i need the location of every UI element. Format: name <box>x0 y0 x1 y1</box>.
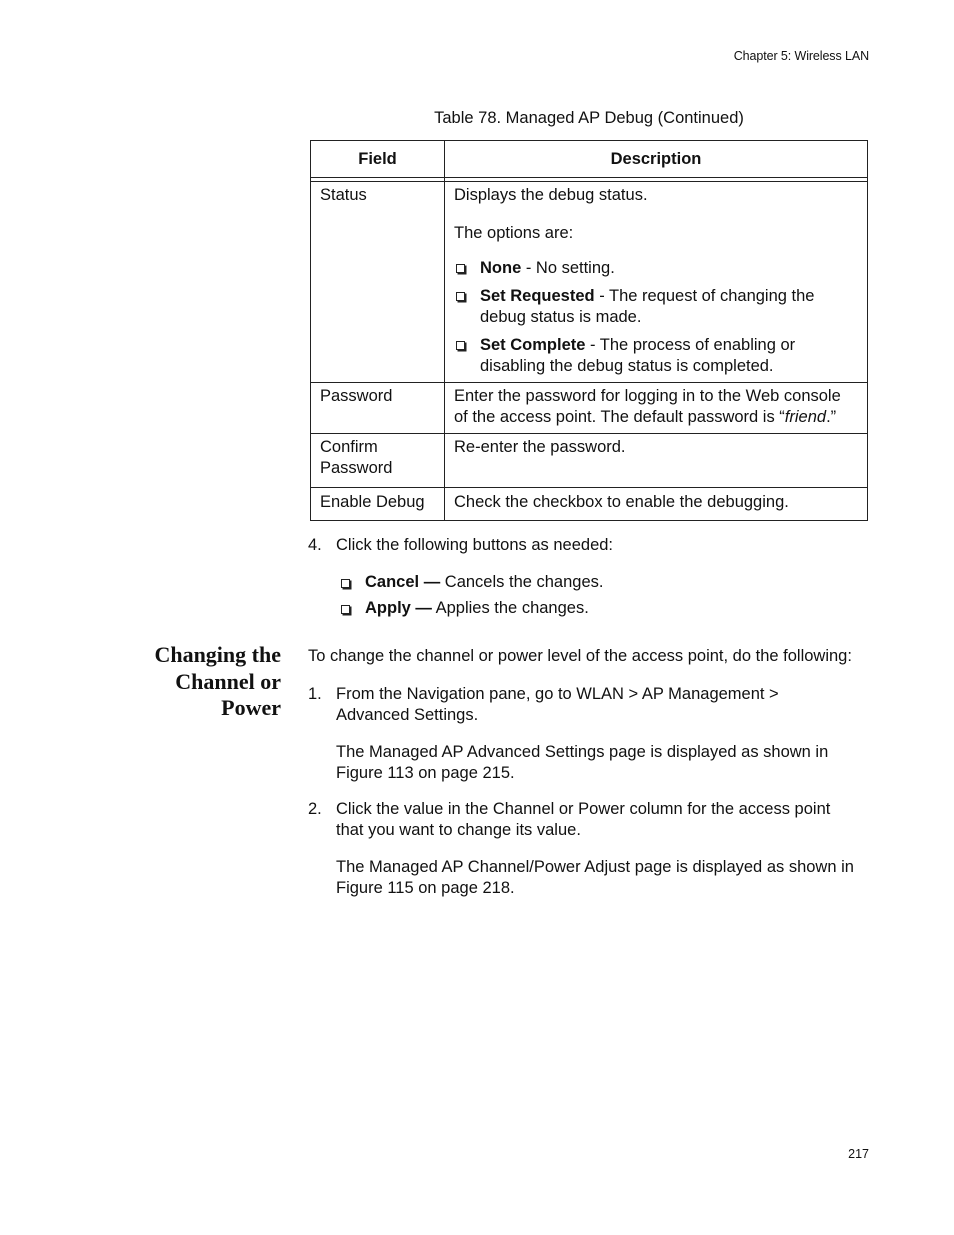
button-desc: Cancels the changes. <box>440 573 604 591</box>
button-term: Cancel — <box>365 573 441 591</box>
step-note: The Managed AP Advanced Settings page is displayed as shown in Figure 113 on page 215. <box>336 743 829 782</box>
description-cell: Re-enter the password. <box>445 434 868 488</box>
step-text: Click the value in the Channel or Power column for the access point that you want to change its value. <box>336 800 831 839</box>
column-header-description: Description <box>445 141 868 178</box>
square-bullet-icon <box>341 579 350 588</box>
table-row <box>311 182 868 383</box>
page-number: 217 <box>848 1147 869 1161</box>
list-item <box>480 286 858 328</box>
section-intro: To change the channel or power level of the access point, do the following: <box>308 647 852 665</box>
option-text: - No setting. <box>521 259 615 277</box>
step-text: Click the following buttons as needed: <box>336 536 614 554</box>
description-cell: Check the checkbox to enable the debugging. <box>445 488 868 521</box>
table-caption: Table 78. Managed AP Debug (Continued) <box>434 109 744 127</box>
description-cell <box>445 383 868 434</box>
list-item <box>365 599 885 618</box>
option-text: - The process of enabling or disabling the debug status is completed. <box>480 336 796 375</box>
step-1 <box>308 684 873 783</box>
table-row <box>311 488 868 521</box>
square-bullet-icon <box>456 264 465 273</box>
default-password: friend <box>784 408 827 426</box>
table-header-row <box>311 141 868 178</box>
list-item <box>480 258 858 279</box>
square-bullet-icon <box>456 341 465 350</box>
debug-table <box>310 140 868 521</box>
field-cell: Enable Debug <box>311 488 445 521</box>
description-cell <box>445 182 868 383</box>
running-header: Chapter 5: Wireless LAN <box>733 49 869 63</box>
step-number: 1. <box>308 685 322 703</box>
button-list <box>339 573 885 618</box>
step-text: From the Navigation pane, go to WLAN > AP Management > Advanced Settings. <box>336 685 779 724</box>
option-term: Set Complete <box>480 336 586 354</box>
option-term: Set Requested <box>480 287 595 305</box>
button-desc: Applies the changes. <box>431 599 589 617</box>
step-number: 4. <box>308 536 322 554</box>
square-bullet-icon <box>341 605 350 614</box>
table-row <box>311 383 868 434</box>
field-cell: Confirm Password <box>311 434 445 488</box>
field-cell: Password <box>311 383 445 434</box>
list-item <box>480 335 858 377</box>
column-header-field: Field <box>311 141 445 178</box>
step-4 <box>308 535 873 556</box>
field-cell: Status <box>311 182 445 383</box>
option-term: None <box>480 259 522 277</box>
step-number: 2. <box>308 800 322 818</box>
heading-line: Changing the <box>154 642 281 667</box>
options-list <box>454 258 858 377</box>
description-text: Enter the password for logging in to the Web console of the access point. The default password is “ <box>454 387 841 426</box>
option-text: - The request of changing the debug status is made. <box>480 287 815 326</box>
step-note: The Managed AP Channel/Power Adjust page is displayed as shown in Figure 115 on page 218. <box>336 858 854 897</box>
square-bullet-icon <box>456 292 465 301</box>
button-term: Apply — <box>365 599 432 617</box>
description-text: The options are: <box>454 224 574 242</box>
heading-line: Power <box>221 695 281 720</box>
heading-line: Channel or <box>175 668 281 694</box>
list-item <box>365 573 885 592</box>
description-text: Displays the debug status. <box>454 186 648 204</box>
section-heading <box>120 642 281 722</box>
description-text: .” <box>826 408 837 426</box>
step-2 <box>308 799 873 898</box>
table-row <box>311 434 868 488</box>
